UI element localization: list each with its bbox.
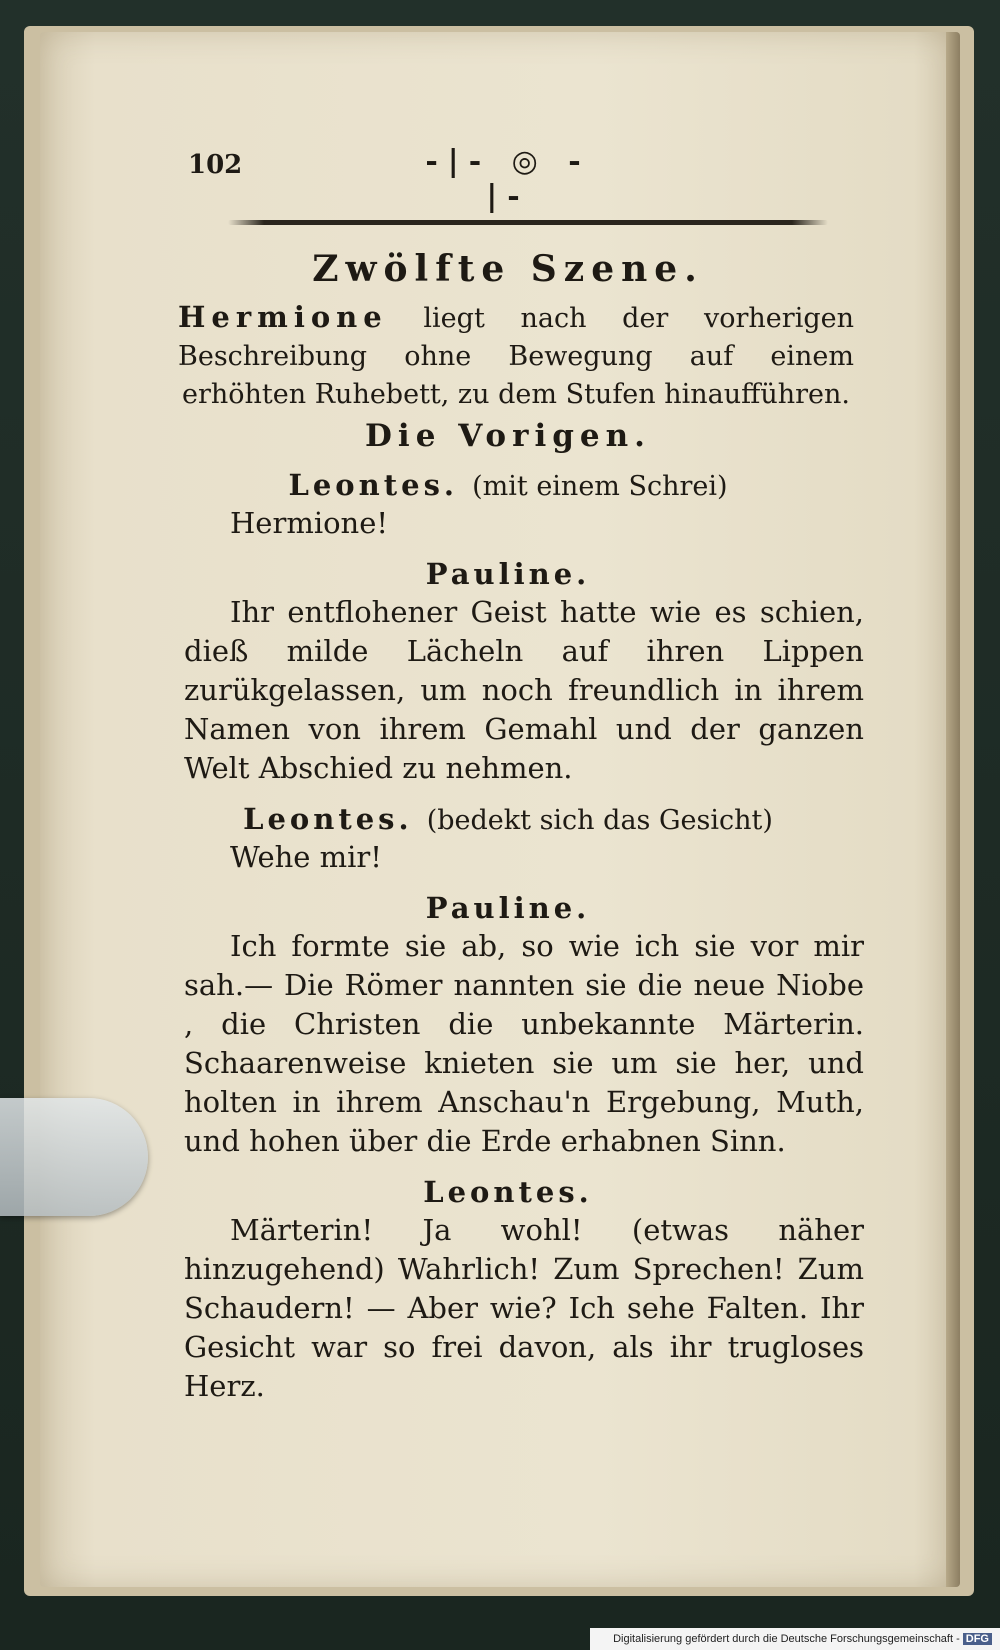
speaker-note: (bedekt sich das Gesicht) — [426, 805, 773, 836]
speech-text: Märterin! Ja wohl! (etwas näher hinzugehend) Wahrlich! Zum Sprechen! Zum Schaudern! — Aber wie? Ich sehe Falten. Ihr Gesicht war so frei davon, als ihr trugloses Herz. — [184, 1213, 864, 1403]
speaker-line — [148, 557, 868, 591]
stage-direction-name: Hermione — [178, 300, 388, 334]
speaker-line — [148, 802, 868, 836]
digitization-credit — [590, 1628, 1000, 1650]
header-ornament: -|- ◎ -|- — [425, 144, 591, 214]
credit-text: Digitalisierung gefördert durch die Deutsche Forschungsgemeinschaft - — [613, 1633, 960, 1645]
speech-text: Hermione! — [230, 506, 389, 540]
page-header — [148, 140, 868, 214]
stage-direction-text: liegt nach der vorherigen Beschreibung ohne Bewegung auf einem erhöhten Ruhebett, zu dem Stufen hinaufführen. — [178, 303, 854, 410]
persons-line: Die Vorigen. — [365, 418, 651, 454]
speaker-name: Pauline. — [425, 557, 591, 591]
speaker-line — [148, 891, 868, 925]
speaker-name: Leontes. — [423, 1175, 593, 1209]
speech-text: Ihr entflohener Geist hatte wie es schien, dieß milde Lächeln auf ihren Lippen zurükgelassen, um noch freundlich in ihrem Namen von ihrem Gemahl und der ganzen Welt Abschied zu nehmen. — [184, 595, 864, 785]
speaker-note: (mit einem Schrei) — [472, 471, 728, 502]
speech-text: Ich formte sie ab, so wie ich sie vor mir sah.— Die Römer nannten sie die neue Niobe , die Christen die unbekannte Märterin. Schaarenweise knieten sie um sie her, und holten in ihrem Anschau'n Ergebung, Muth, und hohen über die Erde erhabnen Sinn. — [184, 929, 864, 1158]
speaker-line — [148, 468, 868, 502]
page-content — [148, 140, 868, 1406]
page-number: 102 — [188, 150, 243, 180]
speaker-name: Leontes. — [243, 802, 413, 836]
speaker-name: Leontes. — [288, 468, 458, 502]
page-gutter-shadow — [946, 32, 960, 1587]
page-holder-clip — [0, 1098, 148, 1216]
stage-direction — [178, 298, 854, 414]
dfg-logo: DFG — [963, 1633, 992, 1645]
header-rule — [228, 220, 828, 225]
scene-title: Zwölfte Szene. — [312, 248, 704, 290]
speaker-line — [148, 1175, 868, 1209]
speaker-name: Pauline. — [425, 891, 591, 925]
speech-text: Wehe mir! — [230, 840, 382, 874]
